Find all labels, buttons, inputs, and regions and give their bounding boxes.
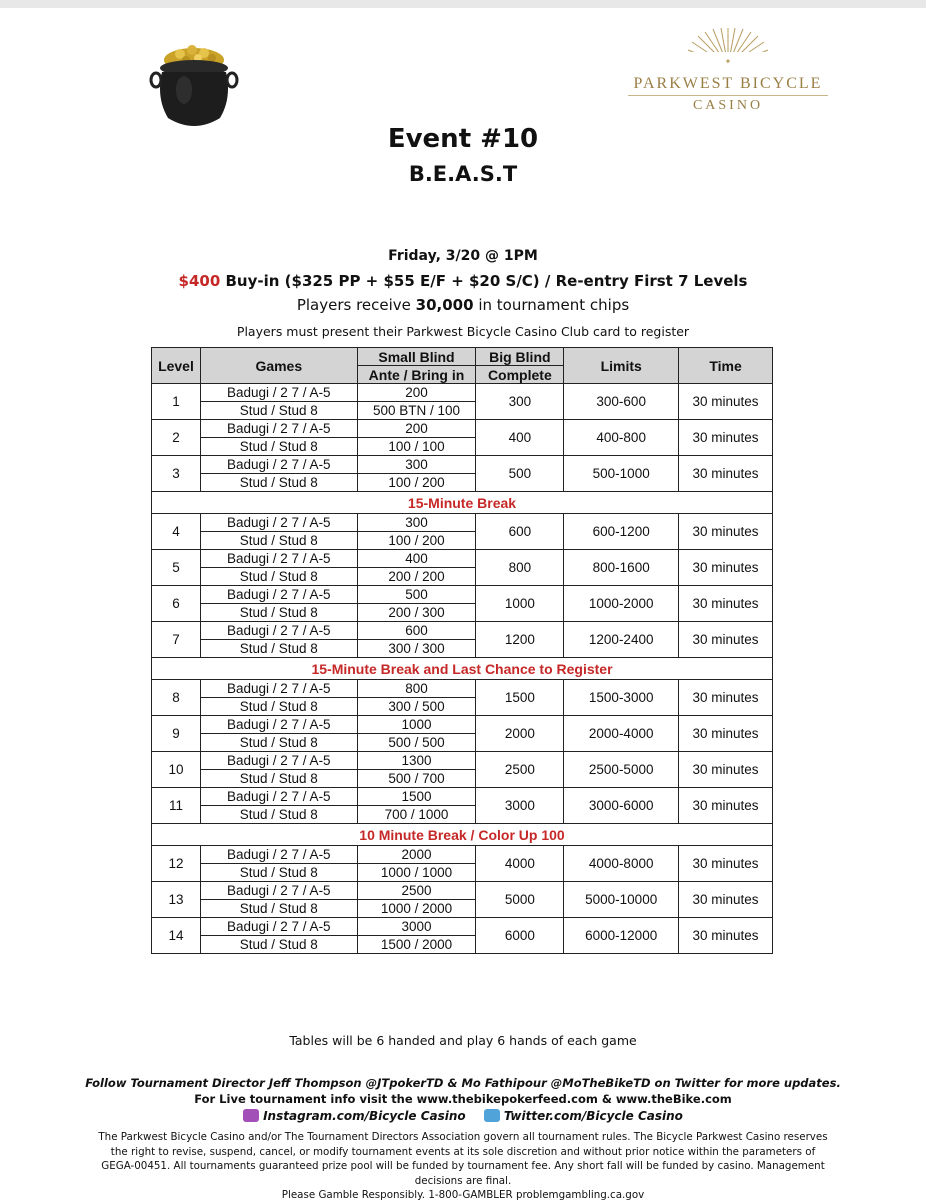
header-small-blind: Small Blind (357, 348, 476, 366)
header-ante: Ante / Bring in (357, 366, 476, 384)
time-cell: 30 minutes (679, 882, 773, 918)
game-cell-2: Stud / Stud 8 (200, 604, 357, 622)
chips-line (0, 296, 926, 314)
small-blind-cell: 2500 (357, 882, 476, 900)
chips-amount: 30,000 (415, 296, 474, 314)
level-row (152, 680, 773, 698)
level-row (152, 882, 773, 900)
level-row (152, 456, 773, 474)
limits-cell: 300-600 (564, 384, 679, 420)
game-cell-1: Badugi / 2 7 / A-5 (200, 680, 357, 698)
time-cell: 30 minutes (679, 550, 773, 586)
level-cell: 12 (152, 846, 201, 882)
game-cell-2: Stud / Stud 8 (200, 734, 357, 752)
event-title: Event #10 (387, 124, 539, 154)
small-blind-cell: 1500 (357, 788, 476, 806)
big-blind-cell: 1200 (476, 622, 564, 658)
limits-cell: 6000-12000 (564, 918, 679, 954)
big-blind-cell: 2000 (476, 716, 564, 752)
game-cell-1: Badugi / 2 7 / A-5 (200, 622, 357, 640)
big-blind-cell: 2500 (476, 752, 564, 788)
pot-of-gold-icon (148, 38, 240, 138)
gamble-responsibly: Please Gamble Responsibly. 1-800-GAMBLER problemgambling.ca.gov (281, 1189, 645, 1201)
limits-cell: 2000-4000 (564, 716, 679, 752)
header-time: Time (679, 348, 773, 384)
limits-cell: 1000-2000 (564, 586, 679, 622)
big-blind-cell: 3000 (476, 788, 564, 824)
big-blind-cell: 1000 (476, 586, 564, 622)
instagram-link[interactable]: Instagram.com/Bicycle Casino (263, 1109, 466, 1123)
game-cell-1: Badugi / 2 7 / A-5 (200, 550, 357, 568)
small-blind-cell: 800 (357, 680, 476, 698)
game-cell-1: Badugi / 2 7 / A-5 (200, 456, 357, 474)
event-date: Friday, 3/20 @ 1PM (388, 248, 538, 264)
level-row (152, 788, 773, 806)
level-cell: 4 (152, 514, 201, 550)
big-blind-cell: 5000 (476, 882, 564, 918)
buyin-line (0, 272, 926, 290)
limits-cell: 4000-8000 (564, 846, 679, 882)
level-cell: 5 (152, 550, 201, 586)
time-cell: 30 minutes (679, 622, 773, 658)
twitter-icon (484, 1109, 500, 1122)
ante-cell: 500 BTN / 100 (357, 402, 476, 420)
limits-cell: 1500-3000 (564, 680, 679, 716)
limits-cell: 500-1000 (564, 456, 679, 492)
break-row (152, 492, 773, 514)
game-cell-1: Badugi / 2 7 / A-5 (200, 716, 357, 734)
time-cell: 30 minutes (679, 918, 773, 954)
break-row (152, 658, 773, 680)
big-blind-cell: 300 (476, 384, 564, 420)
ante-cell: 100 / 100 (357, 438, 476, 456)
limits-cell: 600-1200 (564, 514, 679, 550)
time-cell: 30 minutes (679, 752, 773, 788)
casino-logo-sunburst-icon (683, 28, 773, 68)
svg-text:✦: ✦ (724, 57, 732, 66)
header-games: Games (200, 348, 357, 384)
social-links (0, 1109, 926, 1123)
small-blind-cell: 200 (357, 420, 476, 438)
level-row (152, 918, 773, 936)
game-cell-2: Stud / Stud 8 (200, 402, 357, 420)
big-blind-cell: 4000 (476, 846, 564, 882)
top-bar (0, 0, 926, 8)
game-cell-2: Stud / Stud 8 (200, 900, 357, 918)
level-row (152, 752, 773, 770)
header-big-blind: Big Blind (476, 348, 564, 366)
small-blind-cell: 1000 (357, 716, 476, 734)
ante-cell: 1000 / 2000 (357, 900, 476, 918)
small-blind-cell: 400 (357, 550, 476, 568)
event-name: B.E.A.S.T (408, 162, 518, 186)
ante-cell: 200 / 200 (357, 568, 476, 586)
game-cell-1: Badugi / 2 7 / A-5 (200, 752, 357, 770)
level-cell: 14 (152, 918, 201, 954)
small-blind-cell: 3000 (357, 918, 476, 936)
level-row (152, 846, 773, 864)
time-cell: 30 minutes (679, 384, 773, 420)
time-cell: 30 minutes (679, 680, 773, 716)
game-cell-2: Stud / Stud 8 (200, 770, 357, 788)
limits-cell: 1200-2400 (564, 622, 679, 658)
level-row (152, 622, 773, 640)
game-cell-1: Badugi / 2 7 / A-5 (200, 918, 357, 936)
level-cell: 13 (152, 882, 201, 918)
break-label: 15-Minute Break (152, 492, 773, 514)
game-cell-2: Stud / Stud 8 (200, 532, 357, 550)
ante-cell: 100 / 200 (357, 474, 476, 492)
level-row (152, 514, 773, 532)
time-cell: 30 minutes (679, 514, 773, 550)
big-blind-cell: 500 (476, 456, 564, 492)
game-cell-2: Stud / Stud 8 (200, 438, 357, 456)
game-cell-2: Stud / Stud 8 (200, 568, 357, 586)
small-blind-cell: 1300 (357, 752, 476, 770)
header-limits: Limits (564, 348, 679, 384)
structure-table (151, 347, 773, 954)
time-cell: 30 minutes (679, 716, 773, 752)
break-row (152, 824, 773, 846)
game-cell-2: Stud / Stud 8 (200, 640, 357, 658)
small-blind-cell: 2000 (357, 846, 476, 864)
limits-cell: 3000-6000 (564, 788, 679, 824)
ante-cell: 500 / 500 (357, 734, 476, 752)
game-cell-1: Badugi / 2 7 / A-5 (200, 846, 357, 864)
game-cell-1: Badugi / 2 7 / A-5 (200, 514, 357, 532)
small-blind-cell: 300 (357, 514, 476, 532)
big-blind-cell: 1500 (476, 680, 564, 716)
disclaimer (98, 1130, 828, 1203)
ante-cell: 300 / 500 (357, 698, 476, 716)
level-cell: 3 (152, 456, 201, 492)
logo-line-1: PARKWEST BICYCLE (633, 75, 823, 92)
level-cell: 7 (152, 622, 201, 658)
time-cell: 30 minutes (679, 456, 773, 492)
tables-note: Tables will be 6 handed and play 6 hands of each game (289, 1033, 637, 1048)
game-cell-1: Badugi / 2 7 / A-5 (200, 384, 357, 402)
register-note: Players must present their Parkwest Bicycle Casino Club card to register (236, 324, 690, 339)
casino-logo (612, 28, 844, 128)
live-info-note: For Live tournament info visit the www.thebikepokerfeed.com & www.theBike.com (194, 1092, 732, 1106)
game-cell-2: Stud / Stud 8 (200, 698, 357, 716)
chips-post: in tournament chips (473, 296, 630, 314)
game-cell-2: Stud / Stud 8 (200, 474, 357, 492)
ante-cell: 300 / 300 (357, 640, 476, 658)
game-cell-2: Stud / Stud 8 (200, 864, 357, 882)
header-level: Level (152, 348, 201, 384)
level-row (152, 550, 773, 568)
follow-note: Follow Tournament Director Jeff Thompson @JTpokerTD & Mo Fathipour @MoTheBikeTD on Twitter for more updates. (85, 1076, 841, 1090)
chips-pre: Players receive (296, 296, 416, 314)
game-cell-1: Badugi / 2 7 / A-5 (200, 882, 357, 900)
small-blind-cell: 500 (357, 586, 476, 604)
limits-cell: 5000-10000 (564, 882, 679, 918)
small-blind-cell: 200 (357, 384, 476, 402)
game-cell-1: Badugi / 2 7 / A-5 (200, 586, 357, 604)
level-cell: 10 (152, 752, 201, 788)
level-cell: 6 (152, 586, 201, 622)
time-cell: 30 minutes (679, 420, 773, 456)
big-blind-cell: 6000 (476, 918, 564, 954)
level-row (152, 384, 773, 402)
game-cell-1: Badugi / 2 7 / A-5 (200, 788, 357, 806)
level-cell: 2 (152, 420, 201, 456)
buyin-price: $400 (178, 272, 221, 290)
instagram-icon (243, 1109, 259, 1122)
level-row (152, 420, 773, 438)
game-cell-1: Badugi / 2 7 / A-5 (200, 420, 357, 438)
big-blind-cell: 400 (476, 420, 564, 456)
time-cell: 30 minutes (679, 788, 773, 824)
logo-divider (628, 95, 828, 96)
limits-cell: 2500-5000 (564, 752, 679, 788)
level-cell: 11 (152, 788, 201, 824)
ante-cell: 1000 / 1000 (357, 864, 476, 882)
game-cell-2: Stud / Stud 8 (200, 936, 357, 954)
ante-cell: 700 / 1000 (357, 806, 476, 824)
ante-cell: 100 / 200 (357, 532, 476, 550)
twitter-link[interactable]: Twitter.com/Bicycle Casino (503, 1109, 683, 1123)
ante-cell: 500 / 700 (357, 770, 476, 788)
big-blind-cell: 800 (476, 550, 564, 586)
time-cell: 30 minutes (679, 586, 773, 622)
small-blind-cell: 600 (357, 622, 476, 640)
limits-cell: 800-1600 (564, 550, 679, 586)
big-blind-cell: 600 (476, 514, 564, 550)
limits-cell: 400-800 (564, 420, 679, 456)
structure-body (152, 384, 773, 954)
buyin-details: Buy-in ($325 PP + $55 E/F + $20 S/C) / Re-entry First 7 Levels (220, 272, 748, 290)
header-complete: Complete (476, 366, 564, 384)
small-blind-cell: 300 (357, 456, 476, 474)
disclaimer-text: The Parkwest Bicycle Casino and/or The Tournament Directors Association govern all tournament rules. The Bicycle Parkwest Casino reserves the right to revise, suspend, cancel, or modify tournament events at its sole discretion and without prior notice within the parameters of GEGA-00451. All tournaments guaranteed prize pool will be funded by tournament fee. Any short fall will be funded by casino. Management decisions are final. (98, 1131, 828, 1187)
break-label: 10 Minute Break / Color Up 100 (152, 824, 773, 846)
level-row (152, 586, 773, 604)
ante-cell: 200 / 300 (357, 604, 476, 622)
time-cell: 30 minutes (679, 846, 773, 882)
level-row (152, 716, 773, 734)
ante-cell: 1500 / 2000 (357, 936, 476, 954)
level-cell: 1 (152, 384, 201, 420)
level-cell: 9 (152, 716, 201, 752)
logo-line-2: CASINO (692, 98, 764, 113)
level-cell: 8 (152, 680, 201, 716)
break-label: 15-Minute Break and Last Chance to Register (152, 658, 773, 680)
game-cell-2: Stud / Stud 8 (200, 806, 357, 824)
